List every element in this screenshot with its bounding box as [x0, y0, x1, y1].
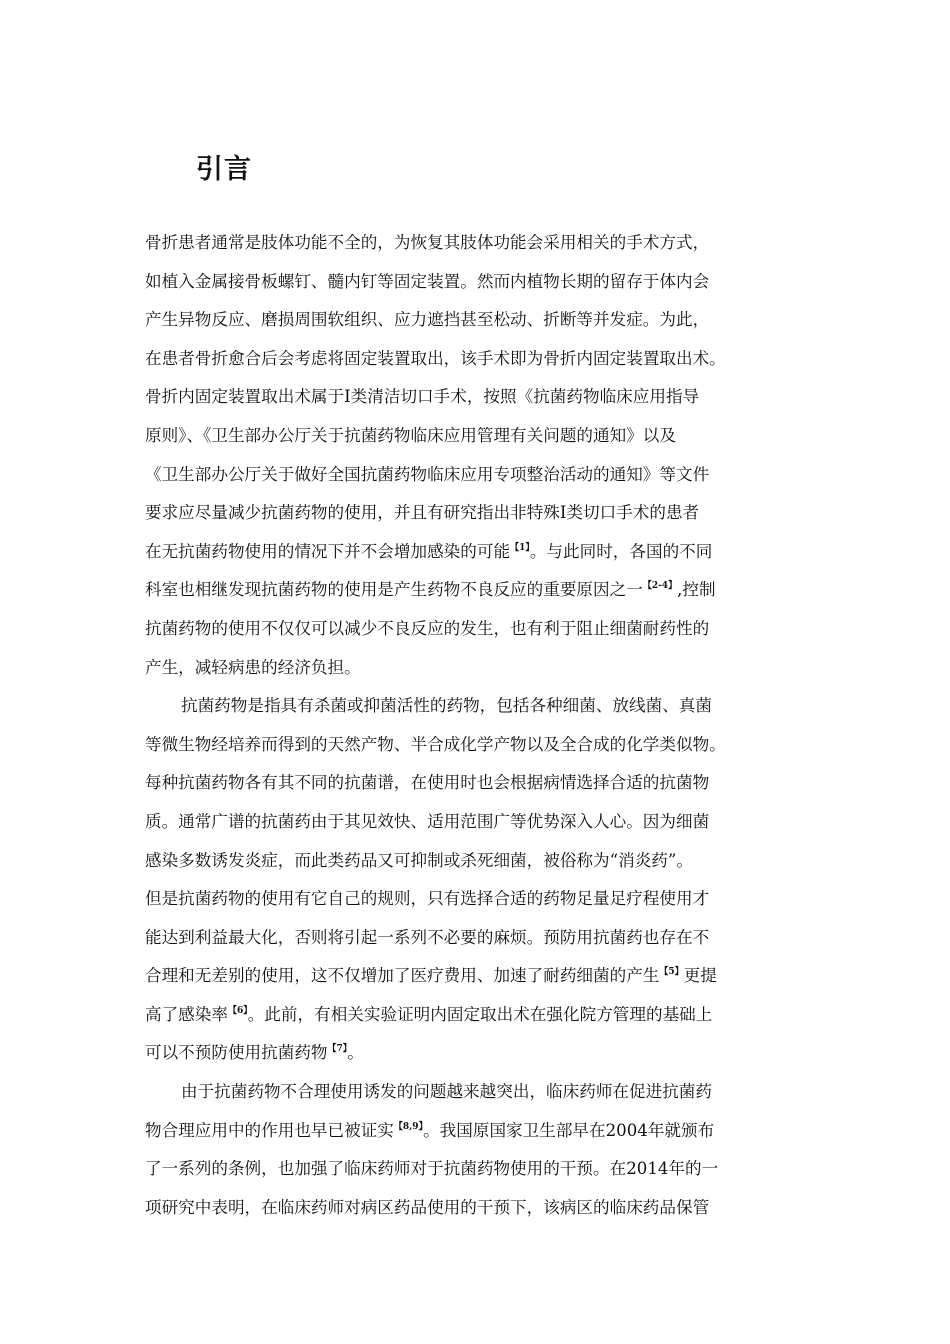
citation-ref[interactable]: 【8,9】: [393, 1121, 424, 1132]
line-text: 在无抗菌药物使用的情况下并不会增加感染的可能: [145, 541, 511, 561]
line-text: 物合理应用中的作用也早已被证实: [145, 1120, 394, 1140]
line-text: 质。通常广谱的抗菌药由于其见效快、适用范围广等优势深入人心。因为细菌: [145, 811, 710, 831]
text-line: [145, 649, 811, 688]
line-text: 了一系列的条例，也加强了临床药师对于抗菌药物使用的干预。在2014年的一: [145, 1159, 719, 1179]
text-line: [145, 764, 811, 803]
line-text: 由于抗菌药物不合理使用诱发的问题越来越突出，临床药师在促进抗菌药: [181, 1082, 712, 1102]
body-text: [145, 224, 811, 1227]
text-line: [145, 842, 811, 881]
line-text: 合理和无差别的使用，这不仅增加了医疗费用、加速了耐药细菌的产生: [145, 966, 660, 986]
line-text-continued: 。与此同时，各国的不同: [529, 541, 713, 561]
line-text: 可以不预防使用抗菌药物: [145, 1043, 328, 1063]
text-line: [145, 1189, 811, 1228]
text-line: [145, 301, 811, 340]
text-line: [145, 378, 811, 417]
line-text: 抗菌药物的使用不仅仅可以减少不良反应的发生，也有利于阻止细菌耐药性的: [145, 618, 710, 638]
line-text: 在患者骨折愈合后会考虑将固定装置取出，该手术即为骨折内固定装置取出术。: [145, 348, 726, 368]
line-text: 能达到利益最大化，否则将引起一系列不必要的麻烦。预防用抗菌药也存在不: [145, 927, 710, 947]
text-line: [145, 957, 811, 996]
section-heading: 引言: [196, 154, 252, 185]
line-text: 感染多数诱发炎症，而此类药品又可抑制或杀死细菌，被俗称为“消炎药”。: [145, 850, 693, 870]
citation-ref[interactable]: 【5】: [659, 967, 684, 978]
line-text-continued: 更提: [683, 966, 717, 986]
text-line: [145, 1150, 811, 1189]
line-text-continued: 。: [347, 1043, 364, 1063]
text-line: [145, 263, 811, 302]
text-line: [145, 1073, 811, 1112]
text-line: [145, 687, 811, 726]
text-line: [145, 919, 811, 958]
text-line: [145, 571, 811, 610]
text-line: [145, 417, 811, 456]
line-text: 产生异物反应、磨损周围软组织、应力遮挡甚至松动、折断等并发症。为此，: [145, 310, 710, 330]
citation-ref[interactable]: 【1】: [510, 542, 530, 553]
line-text: 骨折内固定装置取出术属于Ⅰ类清洁切口手术，按照《抗菌药物临床应用指导: [145, 387, 700, 407]
citation-ref[interactable]: 【7】: [327, 1044, 348, 1055]
line-text: 每种抗菌药物各有其不同的抗菌谱，在使用时也会根据病情选择合适的抗菌物: [145, 773, 710, 793]
line-text: 原则》、《卫生部办公厅关于抗菌药物临床应用管理有关问题的通知》以及: [145, 425, 676, 445]
line-text: 要求应尽量减少抗菌药物的使用，并且有研究指出非特殊Ⅰ类切口手术的患者: [145, 503, 700, 523]
line-text: 项研究中表明，在临床药师对病区药品使用的干预下，该病区的临床药品保管: [145, 1197, 710, 1217]
line-text: 科室也相继发现抗菌药物的使用是产生药物不良反应的重要原因之一: [145, 580, 643, 600]
text-line: [145, 880, 811, 919]
text-line: [145, 224, 811, 263]
line-text: 高了感染率: [145, 1004, 228, 1024]
line-text: 《卫生部办公厅关于做好全国抗菌药物临床应用专项整治活动的通知》等文件: [145, 464, 710, 484]
paragraph: [145, 687, 811, 1073]
line-text-continued: 。此前，有相关实验证明内固定取出术在强化院方管理的基础上: [247, 1004, 713, 1024]
text-line: [145, 533, 811, 572]
text-line: [145, 726, 811, 765]
line-text-continued: 。我国原国家卫生部早在2004年就颁布: [423, 1120, 715, 1140]
text-line: [145, 610, 811, 649]
line-text: 抗菌药物是指具有杀菌或抑菌活性的药物，包括各种细菌、放线菌、真菌: [181, 696, 712, 716]
paragraph: [145, 224, 811, 687]
text-line: [145, 340, 811, 379]
line-text: 骨折患者通常是肢体功能不全的，为恢复其肢体功能会采用相关的手术方式，: [145, 233, 710, 252]
line-text: 如植入金属接骨板螺钉、髓内钉等固定装置。然而内植物长期的留存于体内会: [145, 271, 710, 291]
text-line: [145, 456, 811, 495]
text-line: [145, 996, 811, 1035]
line-text: 但是抗菌药物的使用有它自己的规则，只有选择合适的药物足量足疗程使用才: [145, 889, 710, 909]
paragraph: [145, 1073, 811, 1227]
line-text-continued: ,控制: [677, 580, 716, 600]
line-text: 等微生物经培养而得到的天然产物、半合成化学产物以及全合成的化学类似物。: [145, 734, 726, 754]
text-line: [145, 1034, 811, 1073]
text-line: [145, 1112, 811, 1151]
citation-ref[interactable]: 【6】: [227, 1005, 248, 1016]
line-text: 产生，减轻病患的经济负担。: [145, 657, 361, 677]
text-line: [145, 494, 811, 533]
text-line: [145, 803, 811, 842]
citation-ref[interactable]: 【2-4】: [642, 581, 678, 592]
